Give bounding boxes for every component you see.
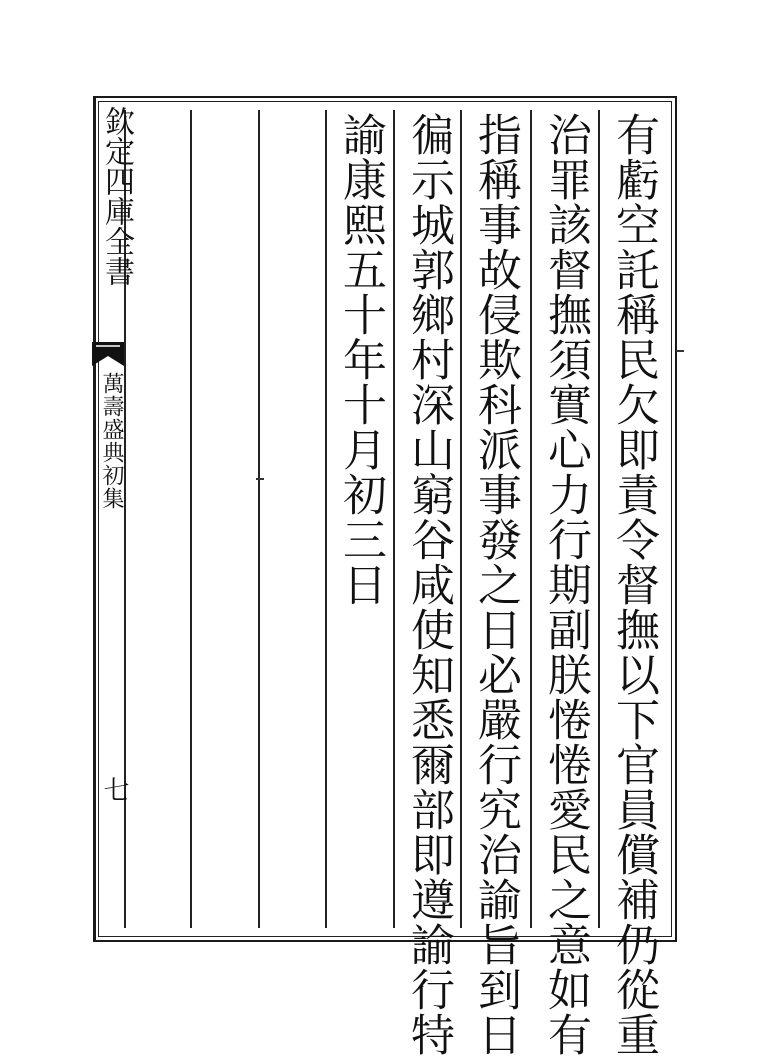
column-rule [598,110,600,928]
section-title: 萬壽盛典初集 [99,372,124,510]
text-column-1: 有虧空託稱民欠即責令督撫以下官員償補仍從重 [608,112,659,1057]
scan-mark [676,350,684,352]
column-rule [393,110,395,928]
scan-mark [256,478,264,480]
column-rule [530,110,532,928]
text-column-5: 諭康熙五十年十月初三日 [335,112,386,607]
book-title: 欽定四庫全書 [99,106,134,286]
text-column-3: 指稱事故侵欺科派事發之日必嚴行究治諭旨到日 [470,112,521,1057]
text-column-4: 徧示城郭鄉村深山窮谷咸使知悉爾部即遵諭行特 [403,112,454,1057]
column-rule [325,110,327,928]
leaf-number: 七 [99,776,129,802]
column-rule [258,110,260,928]
column-rule [460,110,462,928]
fish-tail-ornament [90,340,126,368]
text-column-2: 治罪該督撫須實心力行期副朕惓惓愛民之意如有 [540,112,591,1057]
column-rule [190,110,192,928]
